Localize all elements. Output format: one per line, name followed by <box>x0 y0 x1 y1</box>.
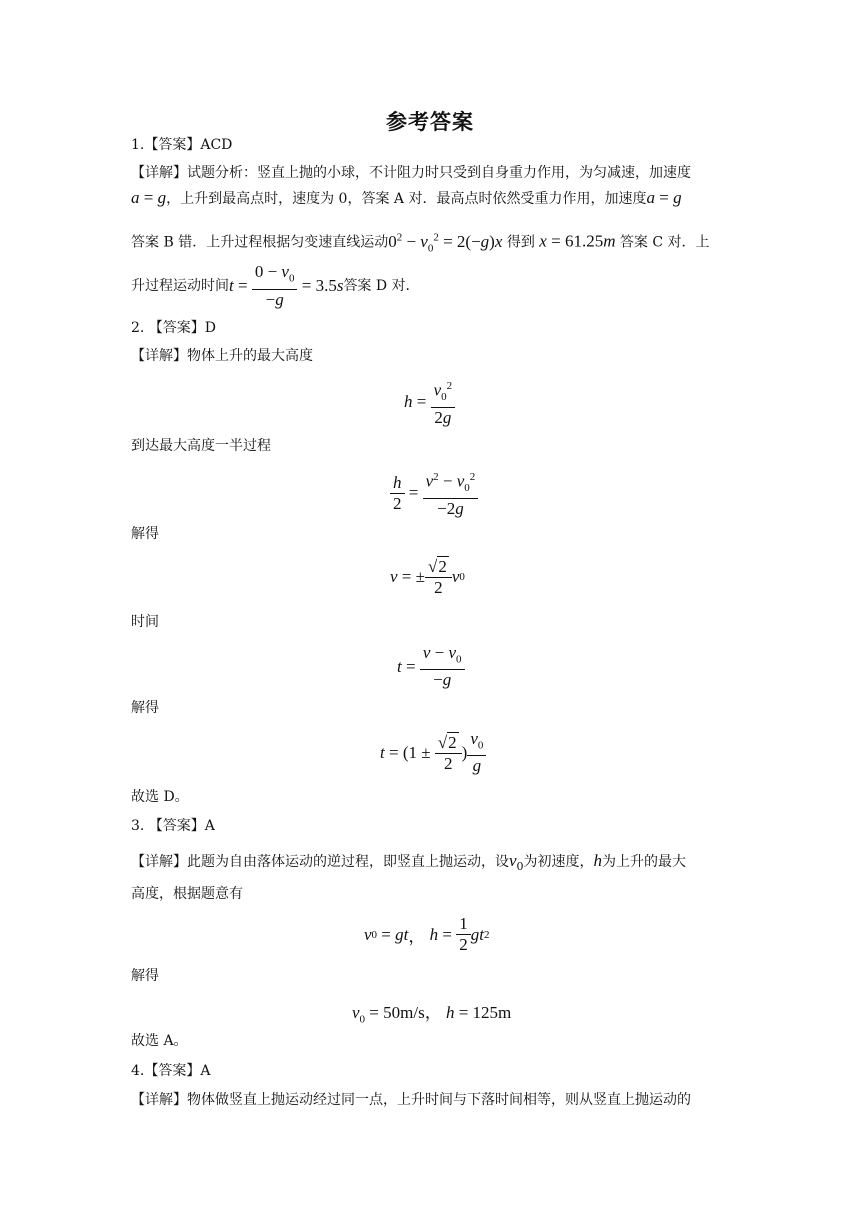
q3-detail-line2: 高度，根据题意有 <box>131 886 243 902</box>
q1-detail-line1: 【详解】试题分析：竖直上抛的小球，不计阻力时只受到自身重力作用，为匀减速，加速度 <box>131 165 691 181</box>
formula-x-value: x = 61.25m <box>539 231 616 251</box>
page-title: 参考答案 <box>386 109 474 134</box>
formula-time: t = $\frac{v - v_0}{-g}$ <box>397 643 465 690</box>
q1-detail-line3: 答案 B 错．上升过程根据匀变速直线运动$0^2 - v_0^2 = 2(-g)x$ 得到 x = 61.25m 答案 C 对．上 <box>131 231 710 255</box>
q1-answer: 1.【答案】ACD <box>131 137 233 153</box>
formula-free-fall: v 0 = gt ， h = $\frac{1}{2}$ gt 2 <box>364 914 490 954</box>
formula-q3-result: $v_0 = 50m/s$， h = 125m <box>352 1003 512 1026</box>
q4-answer: 4.【答案】A <box>131 1063 211 1079</box>
q3-conclusion: 故选 A。 <box>131 1033 188 1049</box>
q2-step2: 到达最大高度一半过程 <box>131 438 271 454</box>
q1-detail-line2: a = g，上升到最高点时，速度为 0，答案 A 对．最高点时依然受重力作用，加速度a = g <box>131 188 682 207</box>
q2-solve1: 解得 <box>131 526 159 542</box>
formula-max-height: h = $\frac{v_0^2}{2g}$ <box>404 376 455 428</box>
q2-conclusion: 故选 D。 <box>131 789 189 805</box>
fraction-time: $\frac{0 - v_0}{-g}$ <box>252 262 298 309</box>
q3-detail-line1: 【详解】此题为自由落体运动的逆过程，即竖直上抛运动，设$v_0$为初速度，h为上升的最大 <box>131 851 687 873</box>
q2-answer: 2. 【答案】D <box>131 320 217 336</box>
q3-solve: 解得 <box>131 968 159 984</box>
q2-detail: 【详解】物体上升的最大高度 <box>131 348 313 364</box>
q2-time: 时间 <box>131 614 159 630</box>
formula-half-height: $\frac{h}{2}$ = $\frac{v^2 - v_0^2}{-2g}$ <box>390 467 478 519</box>
formula-velocity: v = ± $\frac{√2}{2}$ v 0 <box>390 557 465 597</box>
q2-solve2: 解得 <box>131 700 159 716</box>
q3-answer: 3. 【答案】A <box>131 818 215 834</box>
formula-kinematics: $0^2 - v_0^2 = 2(-g)x$ <box>388 231 503 255</box>
q4-detail: 【详解】物体做竖直上抛运动经过同一点，上升时间与下落时间相等，则从竖直上抛运动的 <box>131 1092 691 1108</box>
q1-detail-line4: 升过程运动时间 t = $\frac{0 - v_0}{-g}$ = 3.5s 答案 D 对． <box>131 262 420 309</box>
formula-time-result: t = (1 ± $\frac{√2}{2}$ ) $\frac{v_0}{g}$ <box>380 729 486 776</box>
formula-a-eq-g: a <box>131 188 140 207</box>
